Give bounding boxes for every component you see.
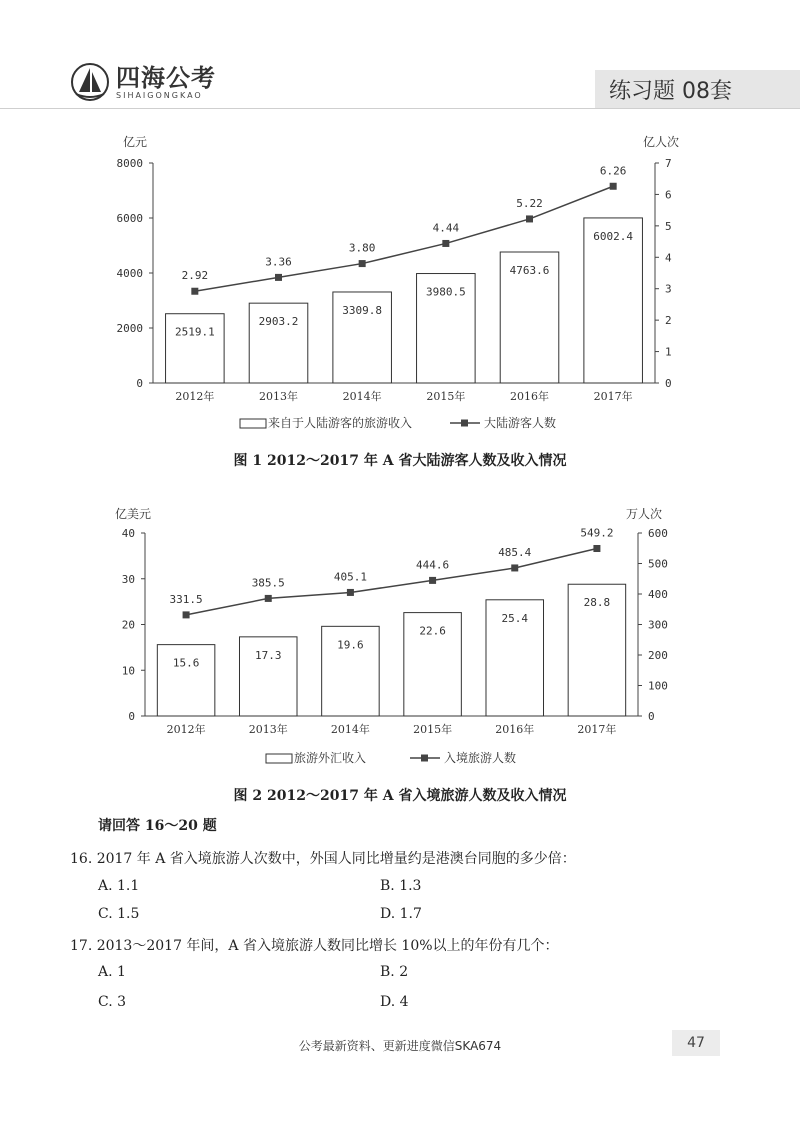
bar-value-label: 17.3 — [255, 648, 282, 662]
category-label: 2015年 — [413, 723, 453, 736]
line-value-label: 4.44 — [432, 221, 460, 235]
left-tick-label: 8000 — [116, 157, 143, 170]
line-point — [511, 564, 518, 571]
left-tick-label: 0 — [128, 710, 135, 723]
legend-bar-swatch — [266, 754, 292, 763]
category-label: 2012年 — [166, 723, 206, 736]
line-point — [429, 577, 436, 584]
bar-value-label: 22.6 — [419, 624, 446, 638]
bar-value-label: 4763.6 — [509, 264, 550, 278]
question-16: 16. 2017 年 A 省入境旅游人次数中，外国人同比增量约是港澳台同胞的多少倍： — [70, 851, 576, 867]
category-label: 2017年 — [593, 390, 633, 403]
line-value-label: 385.5 — [251, 576, 285, 590]
line-value-label: 6.26 — [599, 164, 627, 178]
line-point — [526, 215, 533, 222]
line-value-label: 549.2 — [580, 526, 614, 540]
bar-value-label: 15.6 — [172, 656, 200, 670]
line-value-label: 405.1 — [333, 570, 367, 584]
category-label: 2015年 — [426, 390, 466, 403]
right-tick-label: 7 — [665, 157, 672, 170]
bar-value-label: 2903.2 — [258, 315, 299, 329]
left-axis-unit: 亿元 — [123, 135, 148, 149]
page-number: 47 — [687, 1035, 705, 1051]
right-tick-label: 4 — [665, 251, 672, 265]
line-point — [347, 589, 354, 596]
q16-option-b[interactable]: B. 1.3 — [380, 878, 422, 894]
left-tick-label: 40 — [121, 527, 135, 540]
chart-inbound-tourists — [0, 500, 800, 780]
right-tick-label: 3 — [665, 282, 672, 296]
category-label: 2013年 — [248, 723, 288, 736]
line-value-label: 485.4 — [498, 545, 532, 559]
left-tick-label: 0 — [136, 377, 143, 390]
header-divider — [0, 108, 800, 109]
legend-line-marker — [461, 420, 468, 427]
line-point — [265, 595, 272, 602]
category-label: 2014年 — [342, 390, 382, 403]
line-point — [191, 288, 198, 295]
bar — [157, 645, 215, 716]
bar — [166, 314, 225, 383]
legend-line-label: 大陆游客人数 — [484, 416, 557, 430]
q17-option-c[interactable]: C. 3 — [98, 994, 127, 1010]
category-label: 2017年 — [577, 723, 617, 736]
set-label: 练习题 08套 — [609, 79, 732, 104]
chart1-caption: 图 1 2012～2017 年 A 省大陆游客人数及收入情况 — [233, 453, 567, 469]
left-tick-label: 2000 — [116, 322, 143, 335]
line-point — [593, 545, 600, 552]
left-tick-label: 4000 — [116, 267, 143, 280]
q16-option-a[interactable]: A. 1.1 — [98, 878, 140, 894]
right-axis-unit: 万人次 — [626, 507, 663, 521]
category-label: 2014年 — [330, 723, 370, 736]
bar-value-label: 6002.4 — [593, 229, 634, 243]
right-tick-label: 400 — [648, 588, 668, 601]
legend-line-label: 入境旅游人数 — [444, 751, 517, 765]
right-axis-unit: 亿人次 — [643, 135, 680, 149]
line-value-label: 331.5 — [169, 592, 203, 606]
right-tick-label: 0 — [648, 710, 655, 723]
brand-logo — [70, 62, 216, 102]
logo-subtitle: SIHAIGONGKAO — [116, 90, 203, 100]
footer-note: 公考最新资料、更新进度微信SKA674 — [298, 1039, 502, 1053]
line-point — [442, 240, 449, 247]
line-point — [275, 274, 282, 281]
legend-bar-label: 旅游外汇收入 — [294, 751, 367, 765]
left-tick-label: 20 — [121, 618, 135, 632]
q17-option-a[interactable]: A. 1 — [98, 964, 126, 980]
chart-mainland-tourists — [0, 130, 800, 440]
q17-option-d[interactable]: D. 4 — [380, 994, 409, 1010]
logo-title: 四海公考 — [116, 63, 216, 92]
line-value-label: 2.92 — [181, 269, 209, 283]
left-tick-label: 10 — [121, 664, 135, 678]
category-label: 2013年 — [259, 390, 298, 403]
line-value-label: 3.80 — [348, 241, 376, 255]
sailboat-logo-icon — [70, 62, 110, 102]
line-value-label: 3.36 — [265, 255, 292, 269]
right-tick-label: 500 — [648, 557, 668, 571]
line-value-label: 5.22 — [516, 196, 543, 210]
chart2-caption: 图 2 2012～2017 年 A 省入境旅游人数及收入情况 — [233, 788, 567, 804]
bar-value-label: 28.8 — [583, 596, 611, 610]
left-axis-unit: 亿美元 — [115, 507, 152, 521]
q17-option-b[interactable]: B. 2 — [380, 964, 409, 980]
category-label: 2016年 — [495, 723, 535, 736]
line-point — [359, 260, 366, 267]
right-tick-label: 2 — [665, 314, 672, 328]
category-label: 2012年 — [175, 390, 215, 403]
q16-option-c[interactable]: C. 1.5 — [98, 906, 140, 922]
right-tick-label: 100 — [648, 679, 668, 693]
line-value-label: 444.6 — [416, 558, 450, 572]
bar-value-label: 3980.5 — [425, 285, 466, 299]
legend-bar-label: 来自于人陆游客的旅游收入 — [268, 416, 413, 430]
right-tick-label: 300 — [648, 618, 668, 632]
category-label: 2016年 — [510, 390, 549, 403]
bar-value-label: 25.4 — [501, 611, 528, 625]
bar-value-label: 19.6 — [337, 638, 364, 652]
q16-option-d[interactable]: D. 1.7 — [380, 906, 422, 922]
right-tick-label: 5 — [665, 219, 672, 233]
line-point — [610, 183, 617, 190]
left-tick-label: 30 — [121, 572, 135, 586]
legend-line-marker — [421, 755, 428, 762]
right-tick-label: 6 — [665, 188, 672, 202]
right-tick-label: 0 — [665, 377, 672, 390]
right-tick-label: 200 — [648, 649, 668, 662]
questions-intro: 请回答 16～20 题 — [98, 818, 217, 834]
question-17: 17. 2013～2017 年间，A 省入境旅游人数同比增长 10%以上的年份有几个： — [70, 938, 559, 954]
bar-value-label: 2519.1 — [174, 325, 215, 339]
line-point — [183, 611, 190, 618]
right-tick-label: 600 — [648, 527, 668, 540]
left-tick-label: 6000 — [116, 212, 143, 225]
bar-value-label: 3309.8 — [342, 303, 383, 317]
right-tick-label: 1 — [665, 345, 672, 359]
legend-bar-swatch — [240, 419, 266, 428]
